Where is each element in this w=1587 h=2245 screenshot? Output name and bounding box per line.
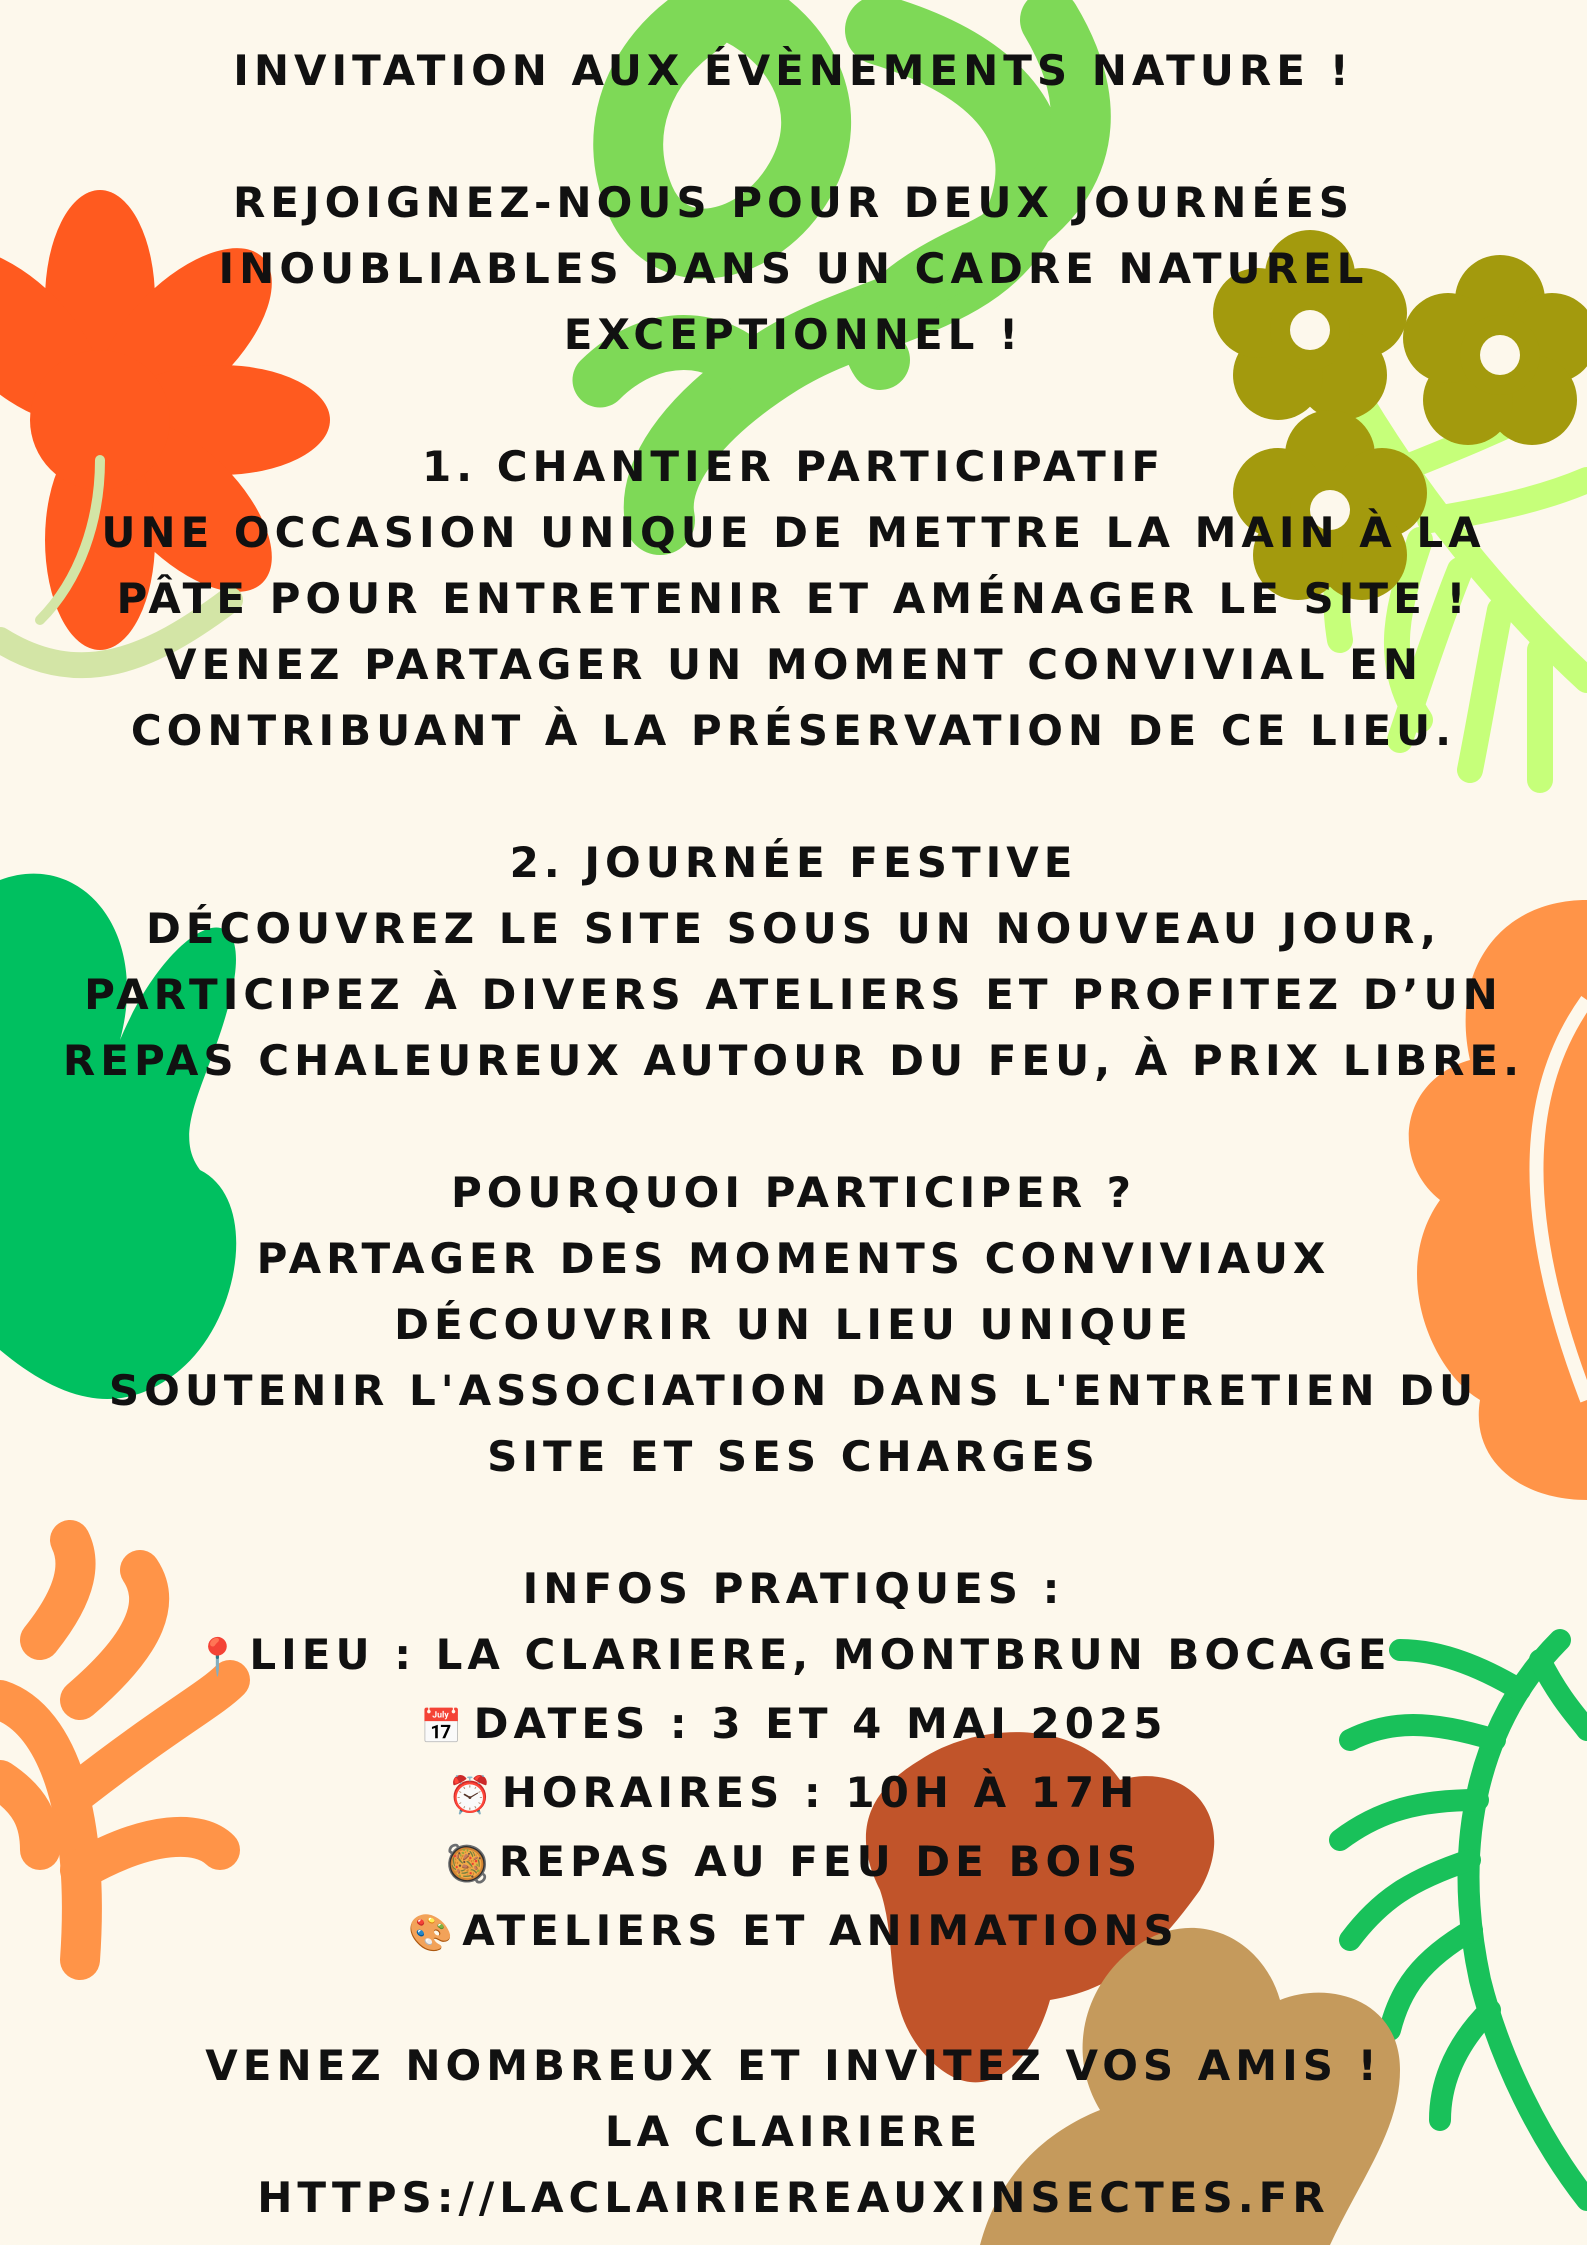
info-meal <box>0 1829 1587 1898</box>
info-hours-text: HORAIRES : 10H À 17H <box>501 1768 1140 1817</box>
info-dates <box>0 1691 1587 1760</box>
intro-line: EXCEPTIONNEL ! <box>563 310 1024 359</box>
info-location-text: LIEU : LA CLARIERE, MONTBRUN BOCAGE <box>249 1630 1392 1679</box>
palette-icon: 🎨 <box>408 1913 454 1954</box>
pin-icon: 📍 <box>195 1637 241 1678</box>
event1-line: VENEZ PARTAGER UN MOMENT CONVIVIAL EN <box>164 640 1423 689</box>
info-workshops-text: ATELIERS ET ANIMATIONS <box>462 1906 1179 1955</box>
pan-icon: 🥘 <box>444 1844 490 1885</box>
why-line: PARTAGER DES MOMENTS CONVIVIAUX <box>256 1234 1331 1283</box>
event2-heading: 2. JOURNÉE FESTIVE <box>509 838 1078 887</box>
event2-line: REPAS CHALEUREUX AUTOUR DU FEU, À PRIX LIBRE. <box>62 1036 1525 1085</box>
event1-line: PÂTE POUR ENTRETENIR ET AMÉNAGER LE SITE ! <box>116 574 1471 623</box>
organizer-name: LA CLAIRIERE <box>604 2107 983 2156</box>
infos-heading: INFOS PRATIQUES : <box>522 1564 1065 1613</box>
info-meal-text: REPAS AU FEU DE BOIS <box>498 1837 1143 1886</box>
event2-line: DÉCOUVREZ LE SITE SOUS UN NOUVEAU JOUR, <box>145 904 1442 953</box>
event1-line: UNE OCCASION UNIQUE DE METTRE LA MAIN À LA <box>101 508 1486 557</box>
event1-heading: 1. CHANTIER PARTICIPATIF <box>421 442 1166 491</box>
why-heading: POURQUOI PARTICIPER ? <box>450 1168 1137 1217</box>
event2-line: PARTICIPEZ À DIVERS ATELIERS ET PROFITEZ D’UN <box>84 970 1503 1019</box>
closing-line: VENEZ NOMBREUX ET INVITEZ VOS AMIS ! <box>205 2041 1382 2090</box>
info-hours <box>0 1760 1587 1829</box>
website-url: HTTPS://LACLAIRIEREAUXINSECTES.FR <box>257 2173 1330 2222</box>
calendar-icon: 📅 <box>420 1707 463 1747</box>
info-workshops <box>0 1898 1587 1967</box>
event1-line: CONTRIBUANT À LA PRÉSERVATION DE CE LIEU. <box>130 706 1457 755</box>
why-line: SITE ET SES CHARGES <box>487 1432 1100 1481</box>
alarm-clock-icon: ⏰ <box>447 1775 493 1816</box>
flyer-title: INVITATION AUX ÉVÈNEMENTS NATURE ! <box>233 46 1354 95</box>
info-dates-text: DATES : 3 ET 4 MAI 2025 <box>473 1699 1168 1748</box>
intro-line: REJOIGNEZ-NOUS POUR DEUX JOURNÉES <box>232 178 1355 227</box>
info-location <box>0 1622 1587 1691</box>
intro-line: INOUBLIABLES DANS UN CADRE NATUREL <box>218 244 1369 293</box>
why-line: SOUTENIR L'ASSOCIATION DANS L'ENTRETIEN DU <box>108 1366 1479 1415</box>
why-line: DÉCOUVRIR UN LIEU UNIQUE <box>394 1300 1193 1349</box>
